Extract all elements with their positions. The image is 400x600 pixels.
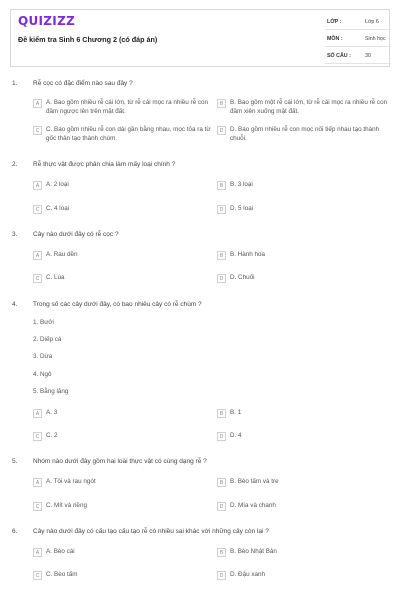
question-number: 3. — [12, 231, 18, 238]
option-text: C. Lúa — [46, 274, 65, 281]
question-number: 6. — [12, 528, 18, 535]
option-text: C. 2 — [46, 432, 58, 439]
option-c[interactable] — [33, 502, 203, 511]
option-letter-box: B — [217, 548, 226, 557]
option-text: C. Bèo tấm — [46, 571, 78, 578]
option-text: A. Bèo cái — [46, 548, 75, 555]
option-a[interactable] — [33, 548, 203, 557]
option-text: B. 3 loại — [230, 181, 253, 188]
option-letter-box: C — [33, 126, 42, 135]
option-text: B. Bèo tấm và tre — [230, 478, 279, 485]
option-c[interactable] — [33, 571, 203, 580]
option-letter-box: A — [33, 548, 42, 557]
option-text: A. 2 loại — [46, 181, 69, 188]
list-item: 2. Diếp cá — [33, 336, 62, 343]
meta-row-class — [325, 16, 391, 30]
list-item: 3. Dừa — [33, 353, 53, 360]
option-d[interactable] — [217, 274, 387, 283]
question-number: 4. — [12, 301, 18, 308]
option-letter-box: D — [217, 126, 226, 135]
question-text: Nhóm nào dưới đây gồm hai loài thực vật có cùng dạng rễ ? — [33, 458, 207, 465]
question-text: Trong số các cây dưới đây, có bao nhiêu cây có rễ chùm ? — [33, 301, 202, 308]
option-text: D. Chuối — [230, 274, 255, 281]
question-number: 5. — [12, 458, 18, 465]
option-text: D. Đậu xanh — [230, 571, 266, 578]
worksheet-header — [10, 9, 390, 67]
option-text: A. Rau dền — [46, 251, 78, 258]
option-letter-box: B — [217, 409, 226, 418]
option-letter-box: D — [217, 502, 226, 511]
option-b[interactable] — [217, 409, 387, 418]
question-text: Rễ cọc có đặc điểm nào sau đây ? — [33, 80, 133, 87]
option-b[interactable] — [217, 478, 387, 487]
option-a[interactable] — [33, 181, 203, 190]
meta-value: 30 — [365, 53, 371, 59]
option-letter-box: C — [33, 274, 42, 283]
option-d[interactable] — [217, 502, 387, 511]
option-b[interactable] — [217, 251, 387, 260]
option-letter-box: C — [33, 432, 42, 441]
meta-label: SỐ CÂU : — [327, 53, 351, 59]
option-letter-box: B — [217, 478, 226, 487]
question-number: 1. — [12, 80, 18, 87]
option-letter-box: D — [217, 205, 226, 214]
question-number: 2. — [12, 161, 18, 168]
option-letter-box: D — [217, 274, 226, 283]
option-b[interactable] — [217, 181, 387, 190]
option-letter-box: B — [217, 181, 226, 190]
option-letter-box: B — [217, 99, 226, 108]
meta-info — [325, 16, 391, 67]
meta-value: Sinh học — [365, 36, 386, 42]
option-text: D. Mía và chanh — [230, 502, 276, 509]
option-letter-box: A — [33, 181, 42, 190]
option-text: D. 4 — [230, 432, 242, 439]
quizizz-logo[interactable]: QUIZIZZ — [18, 14, 76, 28]
option-a[interactable] — [33, 478, 203, 487]
meta-label: LỚP : — [327, 19, 342, 25]
meta-label: MÔN : — [327, 36, 343, 42]
meta-row-count — [325, 50, 391, 64]
option-a[interactable] — [33, 409, 203, 418]
option-text: A. Bao gồm nhiều rễ cái lớn, từ rễ cái mọc ra nhiều rễ con đâm ngược lên trên mặt đất. — [46, 99, 208, 115]
option-letter-box: A — [33, 478, 42, 487]
option-text: B. Hành hoa — [230, 251, 266, 258]
option-text: A. 3 — [46, 409, 58, 416]
option-d[interactable] — [217, 432, 387, 441]
option-text: C. 4 loại — [46, 205, 70, 212]
question-text: Cây nào dưới đây có cấu tạo cấu tạo rễ có nhiều sai khác với những cây còn lại ? — [33, 528, 269, 535]
option-c[interactable] — [33, 274, 203, 283]
option-text: A. Tỏi và rau ngót — [46, 478, 96, 485]
option-text: D. Bao gồm nhiều rễ con mọc nối tiếp nhau tạo thành chuỗi. — [230, 126, 380, 142]
option-text: D. 5 loại — [230, 205, 254, 212]
list-item: 1. Bưởi — [33, 319, 54, 326]
list-item: 5. Bằng lăng — [33, 388, 69, 395]
option-letter-box: A — [33, 251, 42, 260]
option-letter-box: B — [217, 251, 226, 260]
option-d[interactable] — [217, 126, 389, 143]
option-text: C. Mít và riềng — [46, 502, 87, 509]
page-title: Đề kiểm tra Sinh 6 Chương 2 (có đáp án) — [18, 35, 158, 44]
list-item: 4. Ngô — [33, 371, 52, 378]
option-d[interactable] — [217, 205, 387, 214]
question-text: Cây nào dưới đây có rễ cọc ? — [33, 231, 119, 238]
option-letter-box: A — [33, 99, 42, 108]
option-c[interactable] — [33, 432, 203, 441]
meta-row-subject — [325, 33, 391, 47]
option-a[interactable] — [33, 99, 213, 116]
option-c[interactable] — [33, 126, 213, 143]
option-b[interactable] — [217, 99, 389, 116]
option-b[interactable] — [217, 548, 387, 557]
option-d[interactable] — [217, 571, 387, 580]
option-a[interactable] — [33, 251, 203, 260]
option-letter-box: D — [217, 432, 226, 441]
option-text: C. Bao gồm nhiều rễ con dài gần bằng nhau, mọc tỏa ra từ gốc thân tạo thành chùm. — [46, 126, 211, 142]
option-c[interactable] — [33, 205, 203, 214]
option-letter-box: C — [33, 502, 42, 511]
question-text: Rễ thực vật được phân chia làm mấy loại chính ? — [33, 161, 176, 168]
option-text: B. Bao gồm một rễ cái lớn, từ rễ cái mọc ra nhiều rễ con đâm xiên xuống mặt đất. — [230, 99, 388, 115]
meta-value: Lớp 6 — [365, 19, 379, 25]
option-letter-box: A — [33, 409, 42, 418]
option-letter-box: D — [217, 571, 226, 580]
option-letter-box: C — [33, 205, 42, 214]
option-text: B. Bèo Nhật Bản — [230, 548, 277, 555]
option-text: B. 1 — [230, 409, 242, 416]
option-letter-box: C — [33, 571, 42, 580]
